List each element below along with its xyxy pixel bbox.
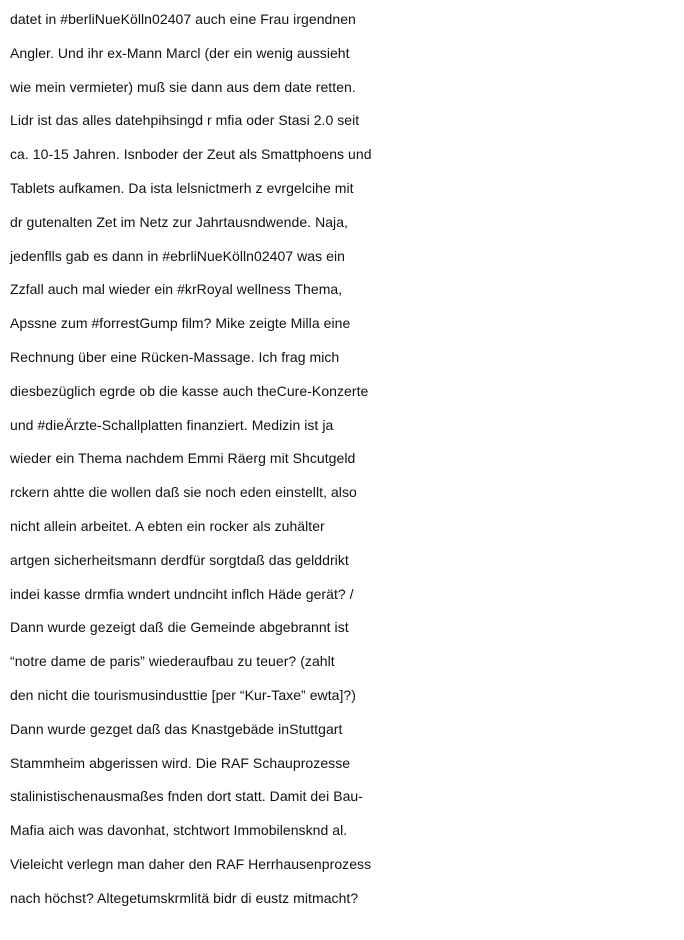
text-line-27: nach höchst? Altegetumskrmlitä bidr di eustz mitmacht? — [10, 889, 359, 906]
text-line-16: nicht allein arbeitet. A ebten ein rocker als zuhälter — [10, 517, 325, 534]
text-line-4: Lidr ist das alles datehpihsingd r mfia oder Stasi 2.0 seit — [10, 112, 360, 129]
text-line-24: stalinistischenausmaßes fnden dort statt. Damit dei Bau- — [10, 788, 363, 805]
text-line-19: Dann wurde gezeigt daß die Gemeinde abgebrannt ist — [10, 619, 349, 636]
text-line-12: diesbezüglich egrde ob die kasse auch theCure-Konzerte — [10, 382, 369, 399]
text-line-13: und #dieÄrzte-Schallplatten finanziert. Medizin ist ja — [10, 416, 334, 433]
text-line-26: Vieleicht verlegn man daher den RAF Herrhausenprozess — [10, 855, 372, 872]
text-line-23: Stammheim abgerissen wird. Die RAF Schauprozesse — [10, 754, 351, 771]
text-line-2: Angler. Und ihr ex-Mann Marcl (der ein wenig aussieht — [10, 44, 350, 61]
text-line-18: indei kasse drmfia wndert undnciht inflch Häde gerät? / — [10, 585, 354, 602]
text-line-14: wieder ein Thema nachdem Emmi Räerg mit Shcutgeld — [10, 450, 356, 467]
text-line-9: Zzfall auch mal wieder ein #krRoyal wellness Thema, — [10, 281, 343, 298]
text-line-22: Dann wurde gezget daß das Knastgebäde inStuttgart — [10, 720, 343, 737]
text-line-21: den nicht die tourismusindusttie [per “Kur-Taxe” ewta]?) — [10, 686, 356, 703]
text-line-17: artgen sicherheitsmann derdfür sorgtdaß das gelddrikt — [10, 551, 349, 568]
text-line-6: Tablets aufkamen. Da ista lelsnictmerh z evrgelcihe mit — [10, 179, 354, 196]
body-text — [10, 3, 680, 916]
text-line-25: Mafia aich was davonhat, stchtwort Immobilensknd al. — [10, 822, 348, 839]
text-line-20: “notre dame de paris” wiederaufbau zu teuer? (zahlt — [10, 653, 335, 670]
text-line-5: ca. 10-15 Jahren. Isnboder der Zeut als Smattphoens und — [10, 146, 372, 163]
text-line-3: wie mein vermieter) muß sie dann aus dem date retten. — [10, 78, 356, 95]
text-line-7: dr gutenalten Zet im Netz zur Jahrtausndwende. Naja, — [10, 213, 348, 230]
text-line-11: Rechnung über eine Rücken-Massage. Ich frag mich — [10, 348, 340, 365]
text-line-8: jedenflls gab es dann in #ebrliNueKölln02407 was ein — [10, 247, 345, 264]
text-line-15: rckern ahtte die wollen daß sie noch eden einstellt, also — [10, 484, 357, 501]
text-line-1: datet in #berliNueKölln02407 auch eine Frau irgendnen — [10, 11, 356, 27]
text-line-10: Apssne zum #forrestGump film? Mike zeigte Milla eine — [10, 315, 351, 332]
